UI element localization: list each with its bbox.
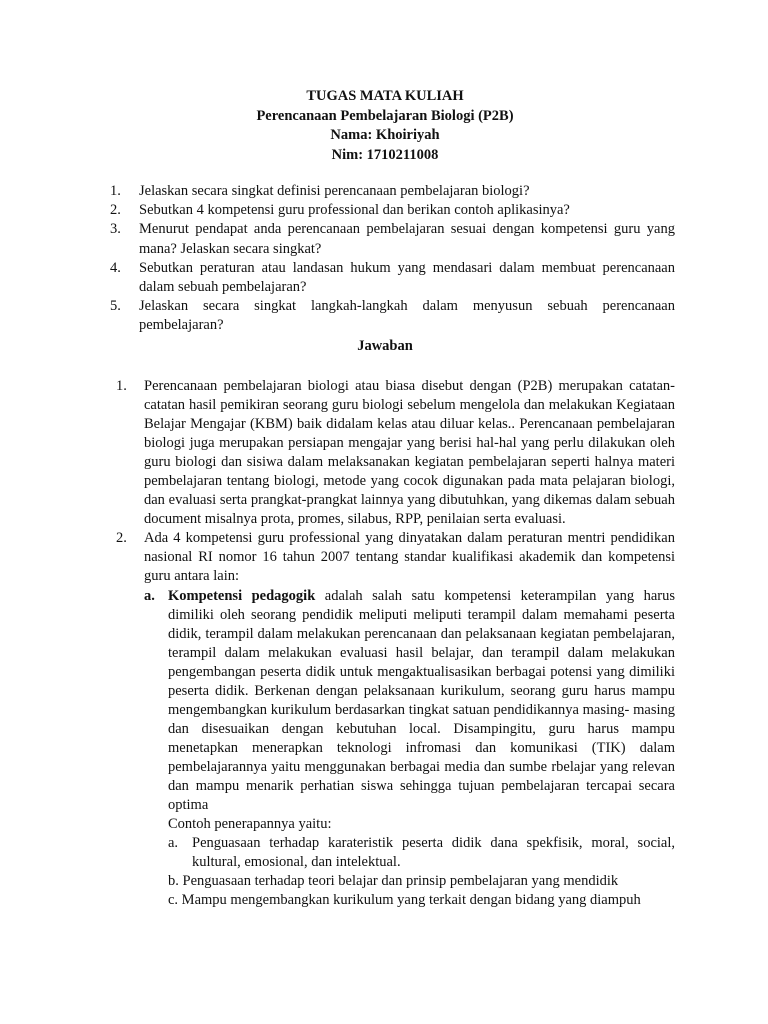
question-number: 4. [110, 259, 121, 276]
example-text: Penguasaan terhadap karateristik peserta didik dana spekfisik, moral, social, kultural, emosional, dan intelektual. [192, 835, 675, 871]
competency-term: Kompetensi pedagogik [168, 587, 316, 604]
question-item [110, 182, 675, 201]
competency-text: adalah salah satu kompetensi keterampilan yang harus dimiliki oleh seorang pendidik meliputi meliputi terampil dalam memahami peserta didik, terampil dalam melakukan perencanaan dan pelaksanaan kegiatan pembelajaran, terampil dalam melakukan evaluasi hasil belajar, dan terampil dalam melakukan pengembangan peserta didik untuk mengaktualisasikan berbagai potensi yang dimiliki peserta didik. Berkenan dengan pelaksanaan kurikulum, seorang guru harus mampu mengembangkan kurikulum berdasarkan tingkat satuan pendidikannya masing- masing dan disesuaikan dengan kebutuhan local. Disampingitu, guru harus mampu menetapkan menerapkan teknologi infromasi dan komunikasi (TIK) dalam pembelajarannya yaitu menggunakan berbagai media dan sumbe rbelajar yang relevan dan mampu menarik perhatian siswa sehingga tujuan pembelajaran tercapai secara optima [168, 587, 675, 814]
question-item [110, 201, 675, 220]
example-item [168, 834, 675, 872]
competency-description [168, 587, 675, 816]
document-header [95, 87, 675, 165]
example-letter: a. [168, 835, 179, 852]
example-item: b. Penguasaan terhadap teori belajar dan prinsip pembelajaran yang mendidik [168, 873, 619, 890]
answers-heading: Jawaban [357, 338, 413, 354]
answer-number: 1. [116, 378, 127, 394]
student-name: Nama: Khoiriyah [330, 127, 440, 143]
student-id: Nim: 1710211008 [331, 146, 439, 163]
question-list [110, 182, 675, 336]
question-number: 3. [110, 221, 121, 238]
question-text: Sebutkan 4 kompetensi guru professional dan berikan contoh aplikasinya? [139, 202, 570, 219]
course-name: Perencanaan Pembelajaran Biologi (P2B) [256, 107, 514, 124]
question-number: 2. [110, 202, 121, 219]
answer-number: 2. [116, 530, 127, 547]
competency-letter: a. [144, 587, 155, 604]
question-text: Jelaskan secara singkat definisi perencanaan pembelajaran biologi? [139, 183, 530, 199]
question-number: 1. [110, 183, 121, 199]
question-text: Jelaskan secara singkat langkah-langkah dalam menyusun sebuah perencanaan pembelajaran? [139, 298, 675, 334]
question-text: Sebutkan peraturan atau landasan hukum yang mendasari dalam membuat perencanaan dalam sebuah pembelajaran? [139, 259, 675, 296]
example-item: c. Mampu mengembangkan kurikulum yang terkait dengan bidang yang diampuh [168, 892, 641, 909]
question-number: 5. [110, 298, 121, 315]
answer-item [116, 529, 675, 910]
answer-item [116, 377, 675, 529]
question-item [110, 259, 675, 297]
question-item [110, 220, 675, 258]
assignment-title: TUGAS MATA KULIAH [306, 88, 464, 104]
answer-text: Ada 4 kompetensi guru professional yang dinyatakan dalam peraturan mentri pendidikan nasional RI nomor 16 tahun 2007 tentang standar kualifikasi akademik dan kompetensi guru antara lain: [144, 530, 675, 585]
example-block [168, 815, 675, 910]
question-item [110, 297, 675, 335]
answer-list [116, 377, 675, 910]
answer-text: Perencanaan pembelajaran biologi atau biasa disebut dengan (P2B) merupakan catatan-catatan hasil pemikiran seorang guru biologi sebelum mengelola dan melakukan Kegiataan Belajar Mengajar (KBM) baik didalam kelas atau diluar kelas.. Perencanaan pembelajaran biologi juga merupakan persiapan mengajar yang berisi hal-hal yang perlu dilakukan oleh guru biologi dan sisiwa dalam melaksanakan kegiatan pembelajaran seperti halnya materi pembelajaran tentang biologi, metode yang cocok digunakan pada mata pelajaran biologi, dan evaluasi serta prangkat-prangkat lainnya yang dibutuhkan, yang dikemas dalam sebuah document misalnya prota, promes, silabus, RPP, penilaian serta evaluasi. [144, 378, 675, 528]
competency-item-pedagogic [144, 587, 675, 911]
example-label: Contoh penerapannya yaitu: [168, 816, 332, 833]
question-text: Menurut pendapat anda perencanaan pembelajaran sesuai dengan kompetensi guru yang mana? Jelaskan secara singkat? [139, 221, 675, 257]
